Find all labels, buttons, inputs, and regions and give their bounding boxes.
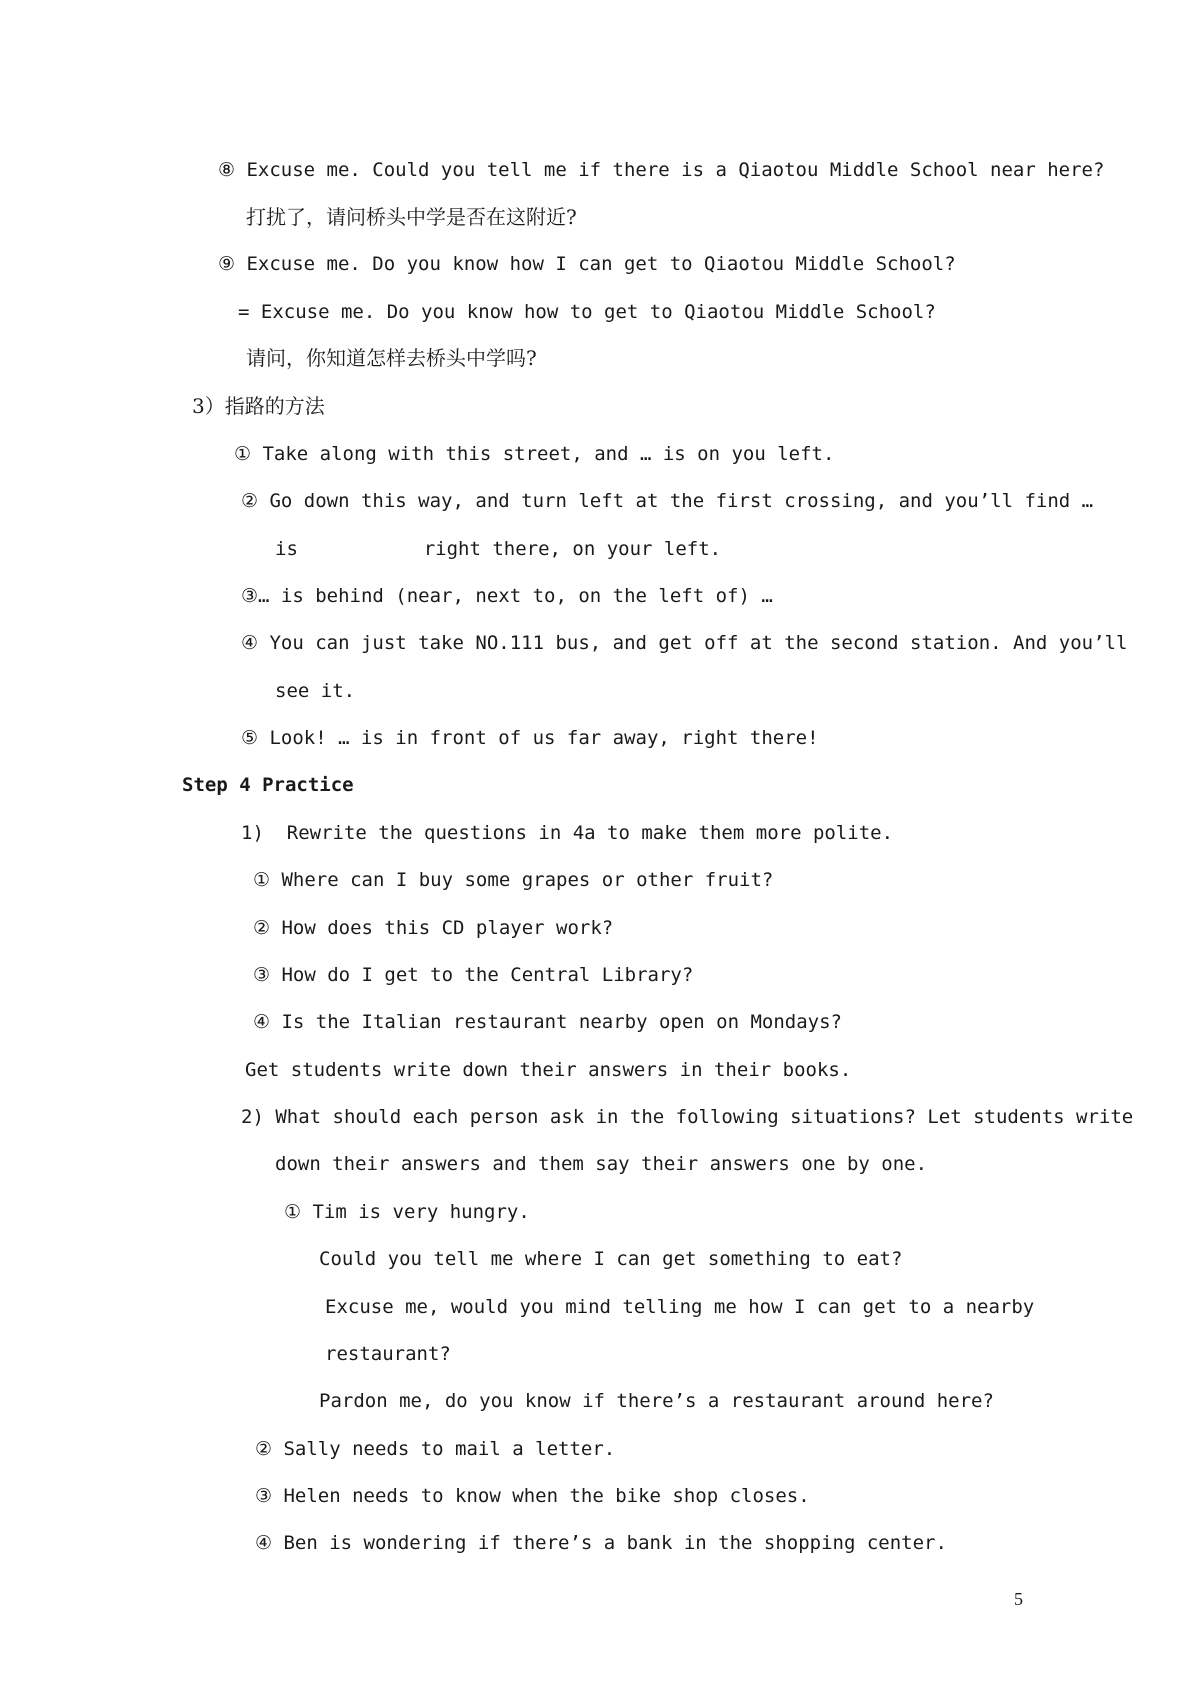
text-line: ① Take along with this street, and … is on you left. — [234, 443, 835, 465]
text-line: 打扰了，请问桥头中学是否在这附近? — [246, 205, 577, 229]
text-line: 1) Rewrite the questions in 4a to make them more polite. — [241, 822, 894, 844]
step-heading: Step 4 Practice — [182, 774, 354, 796]
text-line: Excuse me, would you mind telling me how I can get to a nearby — [325, 1296, 1035, 1318]
text-line: Could you tell me where I can get something to eat? — [319, 1248, 903, 1270]
page-number: 5 — [1014, 1589, 1023, 1609]
text-line: ④ Is the Italian restaurant nearby open on Mondays? — [253, 1011, 842, 1033]
text-line: restaurant? — [325, 1343, 451, 1365]
text-line: = Excuse me. Do you know how to get to Qiaotou Middle School? — [238, 301, 936, 323]
text-line: ① Where can I buy some grapes or other fruit? — [253, 869, 774, 891]
text-line: is right there, on your left. — [275, 538, 722, 560]
text-line: Pardon me, do you know if there’s a restaurant around here? — [319, 1390, 994, 1412]
text-line: ④ You can just take NO.111 bus, and get off at the second station. And you’ll — [241, 632, 1128, 654]
text-line: ③ Helen needs to know when the bike shop closes. — [255, 1485, 810, 1507]
text-line: Get students write down their answers in their books. — [245, 1059, 852, 1081]
text-line: ⑤ Look! … is in front of us far away, right there! — [241, 727, 819, 749]
text-line: ⑨ Excuse me. Do you know how I can get to Qiaotou Middle School? — [218, 253, 956, 275]
text-line: ③ How do I get to the Central Library? — [253, 964, 694, 986]
text-line: ② How does this CD player work? — [253, 917, 614, 939]
text-line: ③… is behind (near, next to, on the left of) … — [241, 585, 773, 607]
text-line: 2) What should each person ask in the following situations? Let students write — [241, 1106, 1134, 1128]
text-line: ⑧ Excuse me. Could you tell me if there is a Qiaotou Middle School near here? — [218, 159, 1105, 181]
text-line: ① Tim is very hungry. — [284, 1201, 530, 1223]
text-line: 请问，你知道怎样去桥头中学吗? — [246, 346, 537, 370]
text-line: down their answers and them say their answers one by one. — [275, 1153, 928, 1175]
text-line: ④ Ben is wondering if there’s a bank in the shopping center. — [255, 1532, 947, 1554]
section-heading: 3）指路的方法 — [192, 394, 325, 418]
text-line: ② Sally needs to mail a letter. — [255, 1438, 616, 1460]
text-line: ② Go down this way, and turn left at the first crossing, and you’ll find … — [241, 490, 1094, 512]
text-line: see it. — [275, 680, 356, 702]
